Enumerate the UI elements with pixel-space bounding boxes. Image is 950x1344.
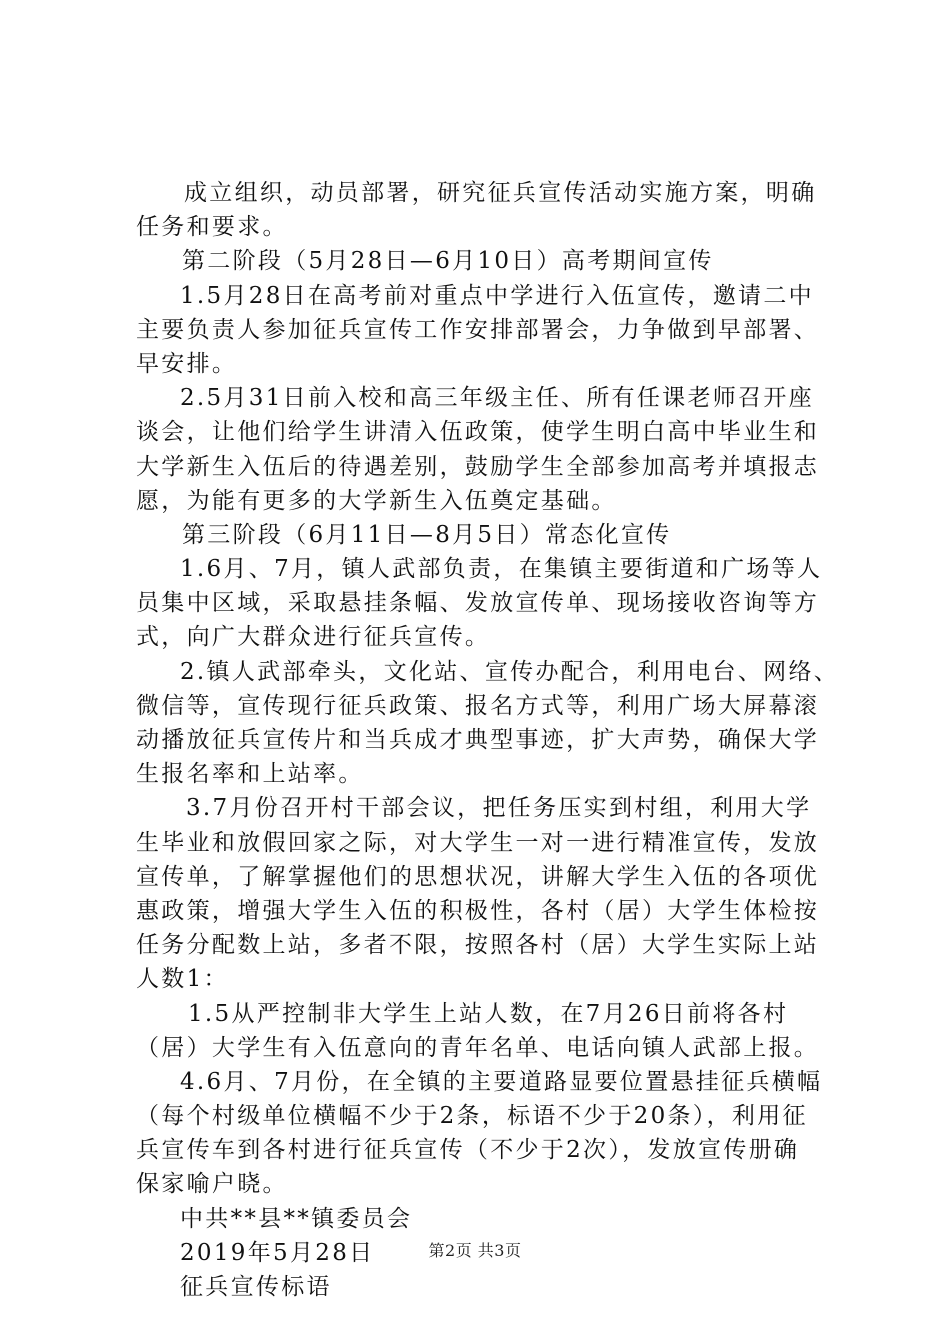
body-text-line: 1.5月28日在高考前对重点中学进行入伍宣传，邀请二中 xyxy=(180,282,814,309)
body-text-line: 员集中区域，采取悬挂条幅、发放宣传单、现场接收咨询等方 xyxy=(136,590,820,617)
document-body xyxy=(136,176,840,1304)
body-text-line: 惠政策，增强大学生入伍的积极性，各村（居）大学生体检按 xyxy=(136,897,820,924)
body-text-line: 第二阶段（5月28日—6月10日）高考期间宣传 xyxy=(182,248,714,275)
body-text-line: 动播放征兵宣传片和当兵成才典型事迹，扩大声势，确保大学 xyxy=(136,727,820,753)
body-text-line: 保家喻户晓。 xyxy=(136,1171,288,1198)
body-text-line: 1.5从严控制非大学生上站人数，在7月26日前将各村 xyxy=(188,1000,789,1027)
body-text-line: 人数1： xyxy=(136,966,229,993)
body-text-line: 3.7月份召开村干部会议，把任务压实到村组，利用大学 xyxy=(186,795,812,822)
body-text-line: 主要负责人参加征兵宣传工作安排部署会，力争做到早部署、 xyxy=(136,316,820,343)
body-text-line: 2019年5月28日 xyxy=(180,1239,375,1266)
body-text-line: 任务和要求。 xyxy=(136,214,288,241)
body-text-line: 谈会，让他们给学生讲清入伍政策，使学生明白高中毕业生和 xyxy=(136,419,820,446)
body-text-line: 任务分配数上站，多者不限，按照各村（居）大学生实际上站 xyxy=(136,932,820,959)
body-text-line: 兵宣传车到各村进行征兵宣传（不少于2次），发放宣传册确 xyxy=(136,1137,800,1164)
body-text-line: 愿，为能有更多的大学新生入伍奠定基础。 xyxy=(136,487,617,514)
body-text-line: 中共**县**镇委员会 xyxy=(180,1205,413,1232)
body-text-line: 1.6月、7月，镇人武部负责，在集镇主要街道和广场等人 xyxy=(180,556,823,583)
body-text-line: 微信等，宣传现行征兵政策、报名方式等，利用广场大屏幕滚 xyxy=(136,692,820,719)
body-text-line: 成立组织，动员部署，研究征兵宣传活动实施方案，明确 xyxy=(184,180,817,206)
body-text-line: 4.6月、7月份，在全镇的主要道路显要位置悬挂征兵横幅 xyxy=(180,1068,823,1095)
body-text-line: （居）大学生有入伍意向的青年名单、电话向镇人武部上报。 xyxy=(136,1034,820,1061)
body-text-line: 式，向广大群众进行征兵宣传。 xyxy=(136,624,491,651)
body-text-line: 大学新生入伍后的待遇差别，鼓励学生全部参加高考并填报志 xyxy=(136,453,820,480)
body-text-line: 2.镇人武部牵头，文化站、宣传办配合，利用电台、网络、 xyxy=(180,658,840,685)
body-text-line: 早安排。 xyxy=(136,350,238,377)
body-text-line: 宣传单，了解掌握他们的思想状况，讲解大学生入伍的各项优 xyxy=(136,863,820,890)
body-text-line: 第三阶段（6月11日—8月5日）常态化宣传 xyxy=(182,521,672,548)
body-text-line: 2.5月31日前入校和高三年级主任、所有任课老师召开座 xyxy=(180,385,814,412)
body-text-line: 生报名率和上站率。 xyxy=(136,761,364,788)
body-text-line: （每个村级单位横幅不少于2条，标语不少于20条），利用征 xyxy=(136,1103,808,1130)
body-text-line: 征兵宣传标语 xyxy=(180,1274,332,1300)
page-footer: 第2页 共3页 xyxy=(428,1241,522,1260)
body-text-line: 生毕业和放假回家之际，对大学生一对一进行精准宣传，发放 xyxy=(136,829,820,856)
